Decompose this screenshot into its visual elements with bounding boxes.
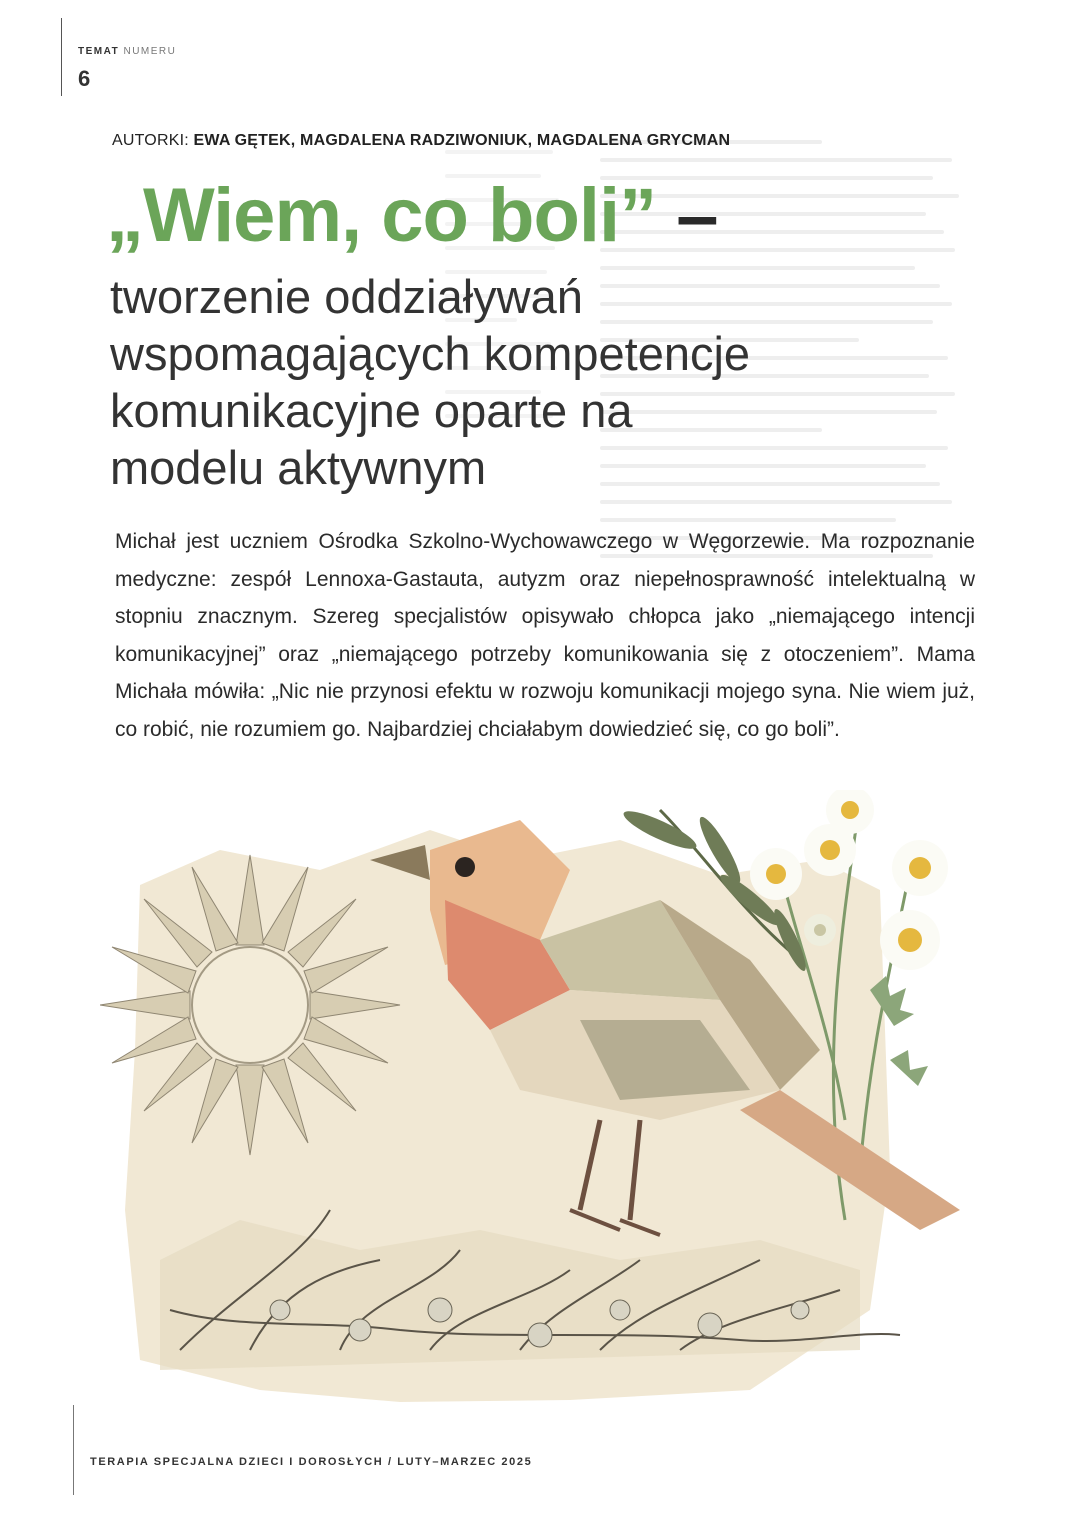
article-subtitle	[110, 268, 1010, 496]
top-rule	[61, 18, 62, 96]
article-authors	[112, 132, 730, 150]
subtitle-line: komunikacyjne oparte na	[110, 384, 633, 437]
title-dash: –	[656, 173, 718, 258]
bottom-rule	[73, 1405, 74, 1495]
robin-collage-illustration	[100, 790, 970, 1410]
authors-names: EWA GĘTEK, MAGDALENA RADZIWONIUK, MAGDALENA GRYCMAN	[193, 132, 731, 149]
article-lead: Michał jest uczniem Ośrodka Szkolno-Wychowawczego w Węgorzewie. Ma rozpoznanie medyczne: zespół Lennoxa-Gastauta, autyzm oraz niepełnosprawność intelektualną w stopniu znacznym. Szereg specjalistów opisywało chłopca jako „niemającego intencji komunikacyjnej” oraz „niemającego potrzeby komunikowania się z otoczeniem”. Mama Michała mówiła: „Nic nie przynosi efektu w rozwoju komunikacji mojego syna. Nie wiem już, co robić, nie rozumiem go. Najbardziej chciałabym dowiedzieć się, co go boli”.	[115, 530, 975, 741]
section-label-bold: TEMAT	[78, 46, 120, 57]
section-label	[78, 46, 176, 57]
authors-label: AUTORKI:	[112, 132, 194, 149]
subtitle-line: wspomagających kompetencje	[110, 327, 751, 380]
page-number: 6	[78, 66, 91, 91]
magazine-footer: TERAPIA SPECJALNA DZIECI I DOROSŁYCH / LUTY–MARZEC 2025	[90, 1456, 533, 1468]
article-title	[106, 173, 718, 258]
subtitle-line: tworzenie oddziaływań	[110, 270, 583, 323]
paper-sun-icon	[100, 855, 400, 1155]
section-label-light: NUMERU	[123, 46, 177, 57]
title-main-text: „Wiem, co boli”	[106, 173, 657, 258]
subtitle-line: modelu aktywnym	[110, 441, 487, 494]
